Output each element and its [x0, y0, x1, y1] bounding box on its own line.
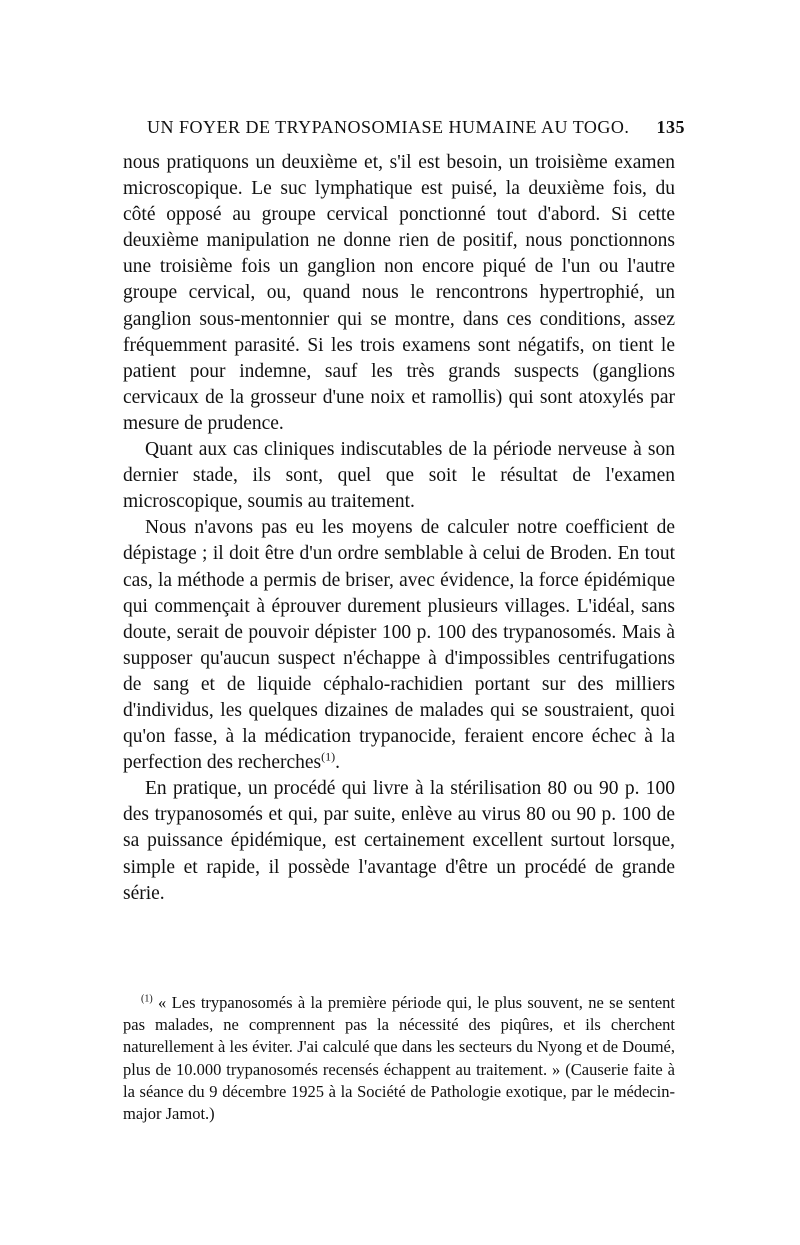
- paragraph: Quant aux cas cliniques indiscutables de la période nerveuse à son dernier stade, ils sont, quel que soit le résultat de l'examen microscopique, soumis au traitement.: [123, 439, 675, 513]
- paragraph: nous pratiquons un deuxième et, s'il est besoin, un troisième examen microscopique. Le suc lymphatique est puisé, la deuxième fois, du côté opposé au groupe cervical ponctionné tout d'abord. Si cette deuxième manipulation ne donne rien de positif, nous ponctionnons une troisième fois un ganglion non encore piqué de l'un ou l'autre groupe cervical, ou, quand nous le rencontrons hypertrophié, un ganglion sous-mentonnier qui se montre, dans ces conditions, assez fréquemment parasité. Si les trois examens sont négatifs, on tient le patient pour indemne, sauf les très grands suspects (ganglions cervicaux de la grosseur d'une noix et ramollis) qui sont atoxylés par mesure de prudence.: [123, 152, 675, 434]
- footnote-paragraph: [123, 992, 675, 1125]
- running-title: UN FOYER DE TRYPANOSOMIASE HUMAINE AU TOGO.: [147, 117, 630, 137]
- footnote-reference: (1): [321, 749, 336, 764]
- paragraph-text: Nous n'avons pas eu les moyens de calculer notre coefficient de dépistage ; il doit être d'un ordre semblable à celui de Broden. En tout cas, la méthode a permis de briser, avec évidence, la force épidémique qui commençait à éprouver durement plusieurs villages. L'idéal, sans doute, serait de pouvoir dépister 100 p. 100 des trypanosomés. Mais à supposer qu'aucun suspect n'échappe à d'impossibles centrifugations de sang et de liquide céphalo-rachidien portant sur des milliers d'individus, les quelques dizaines de malades qui se soustraient, quoi qu'on fasse, à la médication trypanocide, feraient encore échec à la perfection des recherches: [123, 517, 675, 774]
- paragraph: [123, 515, 675, 776]
- running-head: [123, 117, 685, 143]
- page-number: 135: [656, 117, 685, 137]
- paragraph: En pratique, un procédé qui livre à la stérilisation 80 ou 90 p. 100 des trypanosomés et qui, par suite, enlève au virus 80 ou 90 p. 100 de sa puissance épidémique, est certainement excellent surtout lorsque, simple et rapide, il possède l'avantage d'être un procédé de grande série.: [123, 778, 675, 904]
- footnote: [123, 992, 675, 1125]
- paragraph-end: .: [335, 752, 341, 774]
- footnote-mark: (1): [141, 993, 153, 1005]
- footnote-text: « Les trypanosomés à la première période qui, le plus souvent, ne se sentent pas malades, ne comprennent pas la nécessité des piqûres, et ils cherchent naturellement à les éviter. J'ai calculé que dans les secteurs du Nyong et de Doumé, plus de 10.000 trypanosomés recensés échappent au traitement. » (Causerie faite à la séance du 9 décembre 1925 à la Société de Pathologie exotique, par le médecin-major Jamot.): [123, 993, 675, 1124]
- body-text: [123, 150, 675, 907]
